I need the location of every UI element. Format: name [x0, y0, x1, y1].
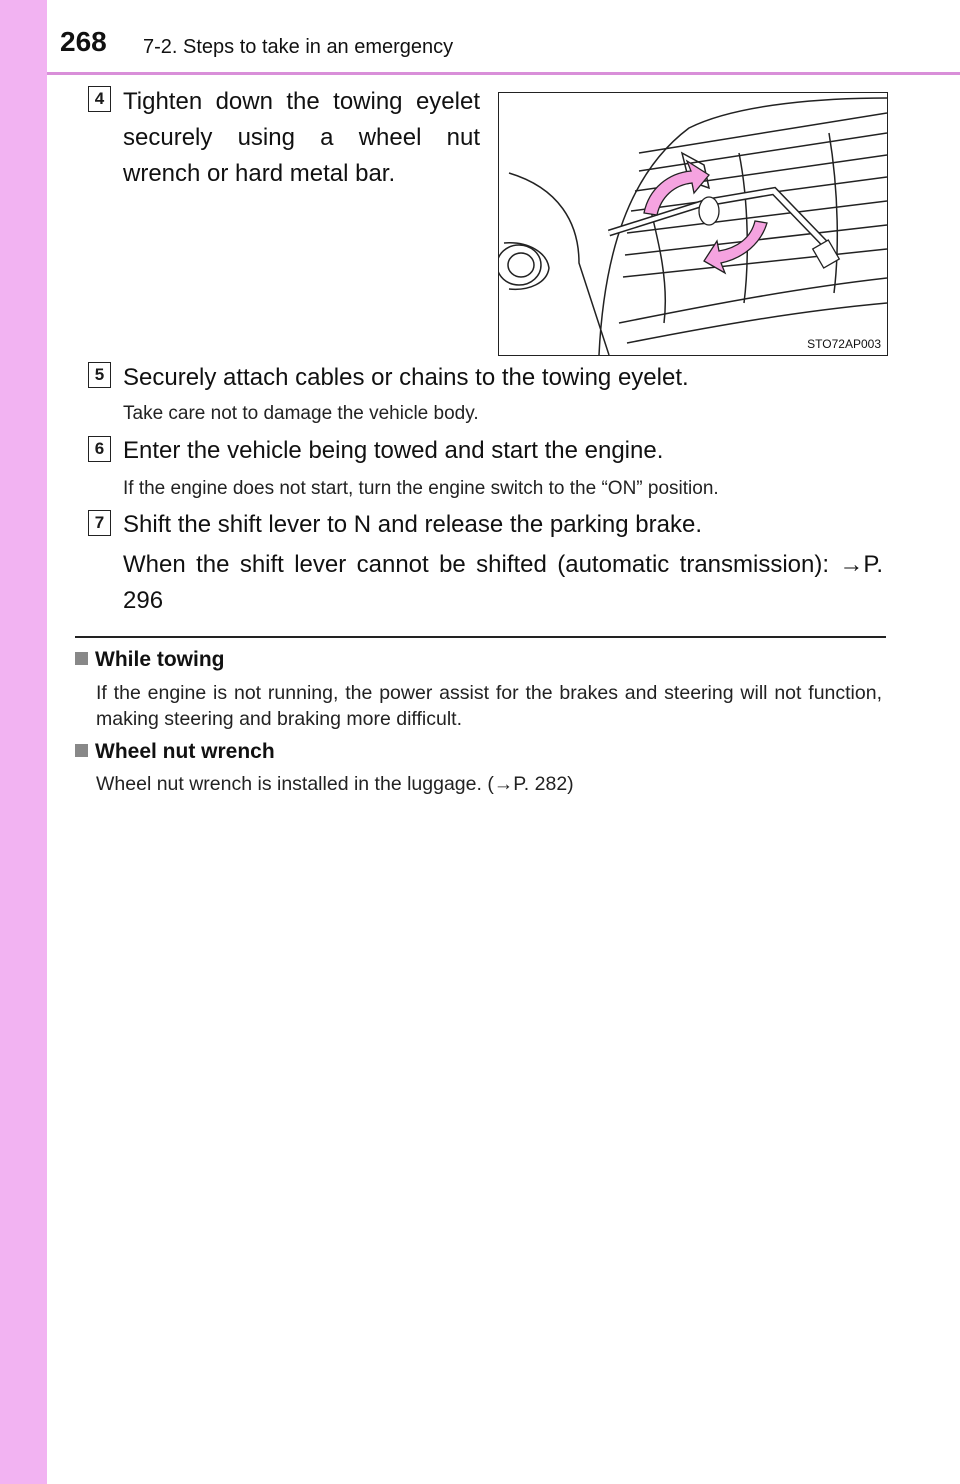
- square-bullet-icon: [75, 652, 88, 665]
- section-divider: [75, 636, 886, 638]
- towing-eyelet-illustration: [499, 93, 887, 355]
- header-rule: [47, 72, 960, 75]
- side-tab: [0, 0, 47, 1484]
- step-5-text: Securely attach cables or chains to the towing eyelet.: [123, 364, 689, 391]
- info-body-wheel-nut-wrench: Wheel nut wrench is installed in the luggage. (→P. 282): [96, 773, 574, 795]
- towing-eyelet-figure: [498, 92, 888, 356]
- page-number: 268: [60, 26, 107, 57]
- step-number-5: 5: [88, 362, 111, 388]
- info-body-while-towing: If the engine is not running, the power assist for the brakes and steering will not function, making steering and braking more difficult.: [96, 682, 882, 730]
- step-7-extra: When the shift lever cannot be shifted (automatic transmission): →P. 296: [123, 551, 883, 614]
- step-5-note: Take care not to damage the vehicle body.: [123, 403, 479, 424]
- square-bullet-icon: [75, 744, 88, 757]
- step-7-text: Shift the shift lever to N and release the parking brake.: [123, 511, 702, 538]
- section-title: 7-2. Steps to take in an emergency: [143, 36, 454, 58]
- step-number-7: 7: [88, 510, 111, 536]
- info-heading-while-towing: While towing: [75, 648, 224, 672]
- info-heading-wheel-nut-wrench: Wheel nut wrench: [75, 740, 275, 764]
- step-6-text: Enter the vehicle being towed and start the engine.: [123, 437, 664, 464]
- step-6-note: If the engine does not start, turn the engine switch to the “ON” position.: [123, 478, 719, 499]
- step-number-4: 4: [88, 86, 111, 112]
- step-number-6: 6: [88, 436, 111, 462]
- step-4-text: Tighten down the towing eyelet securely using a wheel nut wrench or hard metal bar.: [123, 88, 480, 187]
- figure-code: STO72AP003: [807, 337, 881, 351]
